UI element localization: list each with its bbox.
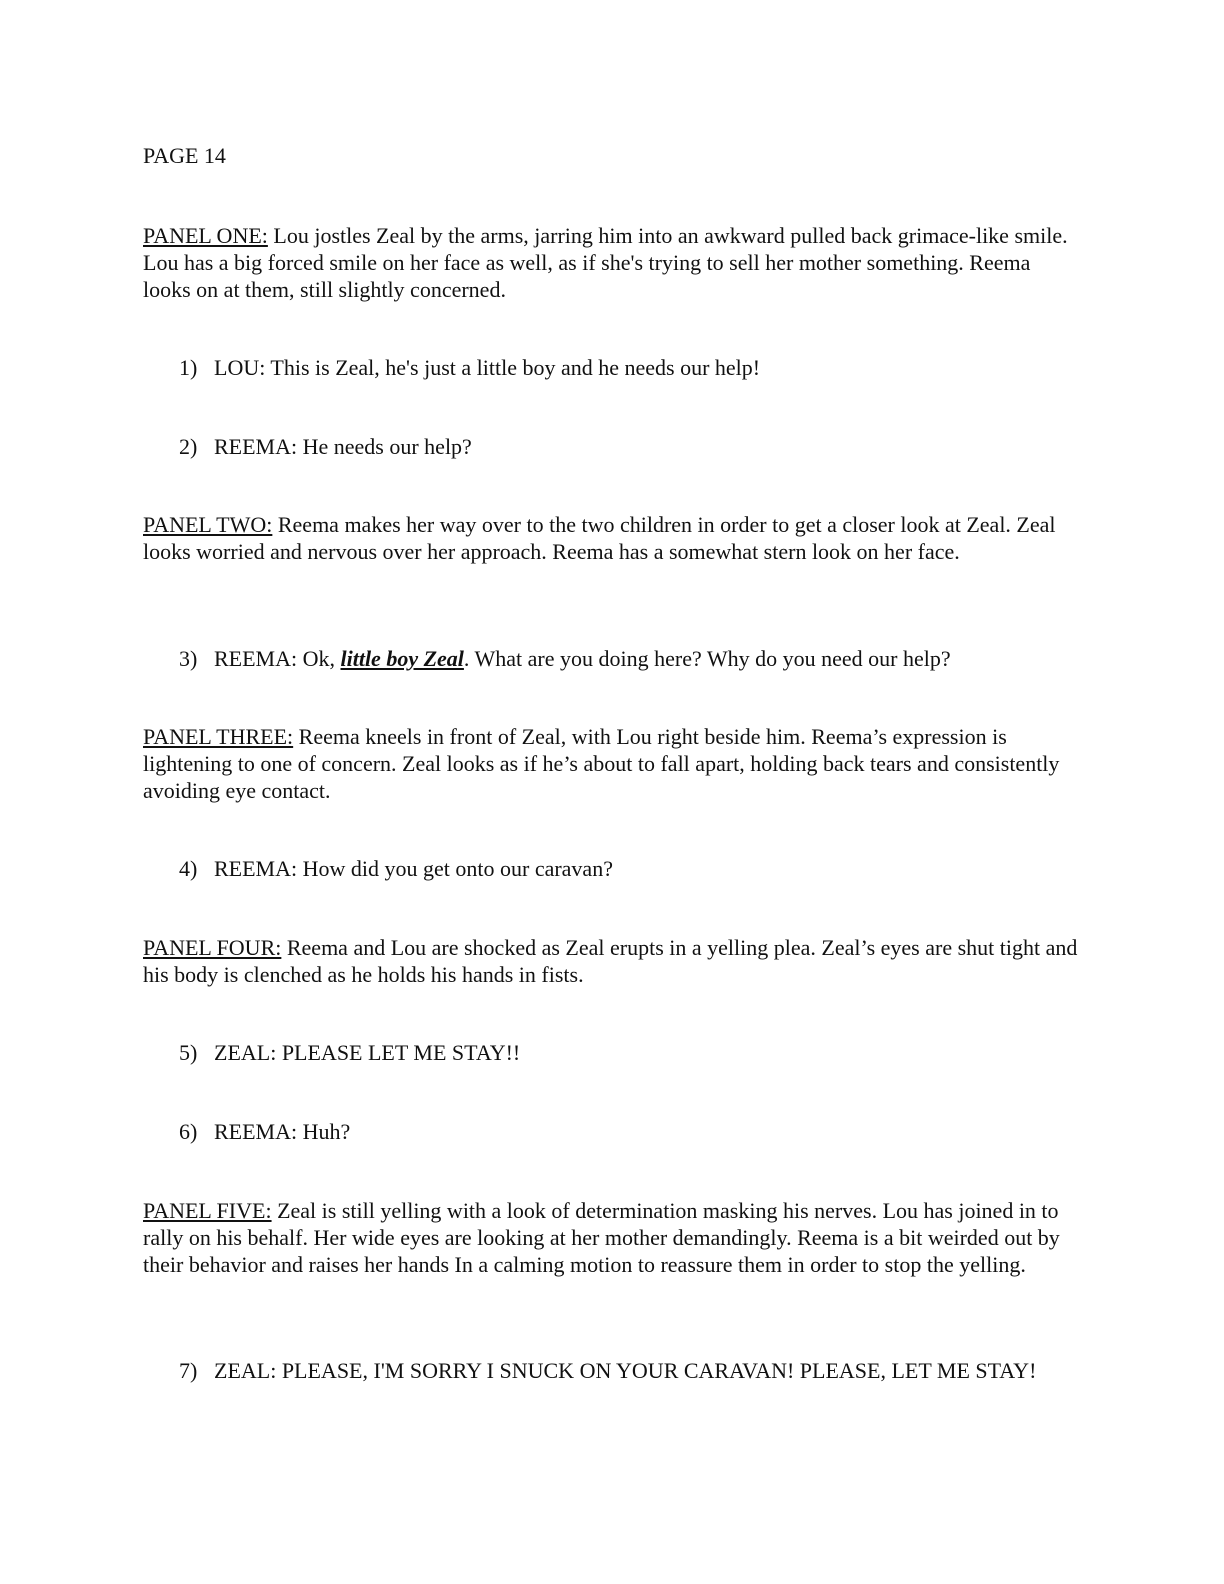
dialogue-text: REEMA: He needs our help?	[214, 434, 472, 459]
dialogue-number: 3)	[179, 646, 198, 671]
panel-one-description	[143, 222, 1083, 303]
panel-one-heading: PANEL ONE:	[143, 223, 268, 248]
panel-five-description	[143, 1197, 1083, 1278]
dialogue-text: LOU: This is Zeal, he's just a little boy and he needs our help!	[214, 355, 761, 380]
panel-three-heading: PANEL THREE:	[143, 724, 294, 749]
panel-three-text: Reema kneels in front of Zeal, with Lou right beside him. Reema’s expression is lightening to one of concern. Zeal looks as if he’s about to fall apart, holding back tears and consistently avoiding eye contact.	[143, 724, 1060, 803]
panel-four-description	[143, 934, 1083, 988]
dialogue-line-6	[179, 1118, 1094, 1145]
dialogue-line-3	[179, 645, 1094, 672]
dialogue-line-2	[179, 433, 1094, 460]
panel-one-text: Lou jostles Zeal by the arms, jarring him into an awkward pulled back grimace-like smile. Lou has a big forced smile on her face as well, as if she's trying to sell her mother something. Reema looks on at them, still slightly concerned.	[143, 223, 1068, 302]
dialogue-line-1	[179, 354, 1094, 381]
dialogue-emphasis: little boy Zeal	[340, 646, 464, 671]
dialogue-number: 2)	[179, 434, 198, 459]
panel-two-heading: PANEL TWO:	[143, 512, 273, 537]
dialogue-number: 1)	[179, 355, 198, 380]
dialogue-line-7	[179, 1357, 1094, 1384]
panel-five-heading: PANEL FIVE:	[143, 1198, 272, 1223]
dialogue-number: 4)	[179, 856, 198, 881]
dialogue-text: REEMA: How did you get onto our caravan?	[214, 856, 613, 881]
panel-two-description	[143, 511, 1083, 565]
dialogue-text-start: REEMA: Ok,	[214, 646, 341, 671]
dialogue-number: 6)	[179, 1119, 198, 1144]
panel-three-description	[143, 723, 1083, 804]
panel-five-text: Zeal is still yelling with a look of determination masking his nerves. Lou has joined in to rally on his behalf. Her wide eyes are looking at her mother demandingly. Reema is a bit weirded out by their behavior and raises her hands In a calming motion to reassure them in order to stop the yelling.	[143, 1198, 1060, 1277]
page-number: PAGE 14	[143, 143, 226, 168]
dialogue-text-end: . What are you doing here? Why do you need our help?	[463, 646, 951, 671]
dialogue-line-5	[179, 1039, 1094, 1066]
dialogue-line-4	[179, 855, 1094, 882]
dialogue-text: REEMA: Huh?	[214, 1119, 351, 1144]
panel-two-text: Reema makes her way over to the two children in order to get a closer look at Zeal. Zeal looks worried and nervous over her approach. Reema has a somewhat stern look on her face.	[143, 512, 1056, 564]
panel-four-text: Reema and Lou are shocked as Zeal erupts in a yelling plea. Zeal’s eyes are shut tight and his body is clenched as he holds his hands in fists.	[143, 935, 1078, 987]
dialogue-number: 7)	[179, 1358, 198, 1383]
panel-four-heading: PANEL FOUR:	[143, 935, 282, 960]
dialogue-text: ZEAL: PLEASE LET ME STAY!!	[214, 1040, 521, 1065]
dialogue-number: 5)	[179, 1040, 198, 1065]
dialogue-text: ZEAL: PLEASE, I'M SORRY I SNUCK ON YOUR CARAVAN! PLEASE, LET ME STAY!	[214, 1358, 1037, 1383]
